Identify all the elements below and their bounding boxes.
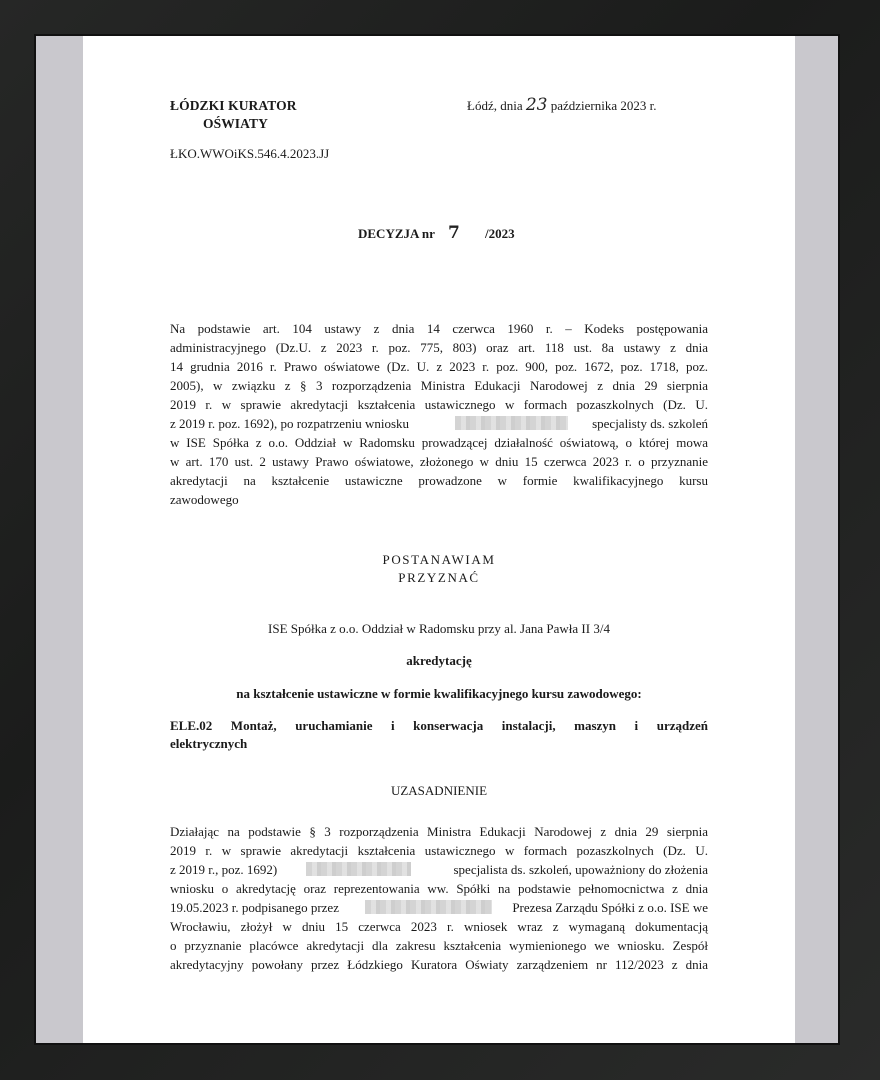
justification-line5-start: 19.05.2023 r. podpisanego przez bbox=[170, 900, 339, 915]
decision-year: /2023 bbox=[485, 226, 515, 241]
legal-basis-line: Na podstawie art. 104 ustawy z dnia 14 czerwca 1960 r. – Kodeks postępowania bbox=[170, 321, 708, 336]
justification-line-with-redaction bbox=[170, 898, 708, 917]
decision-number-handwritten: 7 bbox=[447, 223, 460, 243]
justification-line: Działając na podstawie § 3 rozporządzenia Ministra Edukacji Narodowej z dnia 29 sierpnia bbox=[170, 824, 708, 839]
qualification-line: elektrycznych bbox=[170, 736, 248, 751]
justification-line3-start: z 2019 r., poz. 1692) bbox=[170, 862, 278, 877]
legal-basis-line-with-redaction bbox=[170, 414, 708, 433]
legal-basis-line: administracyjnego (Dz.U. z 2023 r. poz. 775, 803) oraz art. 118 ust. 8a ustawy z dnia bbox=[170, 340, 708, 355]
authority-name-line1: ŁÓDZKI KURATOR bbox=[170, 98, 297, 113]
justification-line: wniosku o akredytację oraz reprezentowania ww. Spółki na podstawie pełnomocnictwa z dnia bbox=[170, 881, 708, 896]
decision-heading-line1: POSTANAWIAM bbox=[382, 552, 496, 567]
justification-line3-end: specjalista ds. szkoleń, upoważniony do złożenia bbox=[453, 862, 708, 877]
date-prefix: Łódź, dnia bbox=[467, 98, 523, 113]
legal-basis-line6-start: z 2019 r. poz. 1692), po rozpatrzeniu wniosku bbox=[170, 416, 410, 431]
legal-basis-line: zawodowego bbox=[170, 492, 239, 507]
redacted-name bbox=[306, 862, 411, 876]
legal-basis-line: 14 grudnia 2016 r. Prawo oświatowe (Dz. U. z 2023 r. poz. 900, poz. 1672, poz. 1718, poz. bbox=[170, 359, 708, 374]
justification-line5-end: Prezesa Zarządu Spółki z o.o. ISE we bbox=[512, 900, 708, 915]
accreditation-scope: na kształcenie ustawiczne w formie kwalifikacyjnego kursu zawodowego: bbox=[236, 686, 642, 701]
legal-basis-line6-end: specjalisty ds. szkoleń bbox=[592, 416, 708, 431]
qualification-line: ELE.02 Montaż, uruchamianie i konserwacja instalacji, maszyn i urządzeń bbox=[170, 718, 708, 733]
decision-title-label: DECYZJA nr bbox=[358, 226, 435, 241]
justification-line: o przyznanie placówce akredytacji dla zakresu kształcenia wymienionego we wniosku. Zespół bbox=[170, 938, 708, 953]
legal-basis-line: w ISE Spółka z o.o. Oddział w Radomsku prowadzącej działalność oświatową, o której mowa bbox=[170, 435, 708, 450]
justification-line: akredytacyjny powołany przez Łódzkiego Kuratora Oświaty zarządzeniem nr 112/2023 z dnia bbox=[170, 957, 708, 972]
legal-basis-line: w art. 170 ust. 2 ustawy Prawo oświatowe, złożonego w dniu 15 czerwca 2023 r. o przyznanie bbox=[170, 454, 708, 469]
authority-name-line2: OŚWIATY bbox=[203, 116, 268, 131]
date-day-handwritten: 23 bbox=[525, 95, 548, 115]
date-suffix: października 2023 r. bbox=[550, 98, 657, 113]
justification-line: 2019 r. w sprawie akredytacji kształcenia ustawicznego w formach pozaszkolnych (Dz. U. bbox=[170, 843, 708, 858]
justification-line: Wrocławiu, złożył w dniu 15 czerwca 2023 r. wniosek wraz z wymaganą dokumentacją bbox=[170, 919, 708, 934]
decision-heading-line2: PRZYZNAĆ bbox=[398, 570, 480, 585]
decision-title bbox=[358, 224, 515, 243]
redacted-name bbox=[455, 416, 568, 430]
justification-heading: UZASADNIENIE bbox=[390, 783, 488, 798]
justification-line-with-redaction bbox=[170, 860, 708, 879]
redacted-name bbox=[365, 900, 492, 914]
case-number: ŁKO.WWOiKS.546.4.2023.JJ bbox=[170, 146, 330, 161]
institution-name: ISE Spółka z o.o. Oddział w Radomsku przy al. Jana Pawła II 3/4 bbox=[268, 621, 610, 636]
document-date bbox=[467, 96, 657, 115]
accreditation-label: akredytację bbox=[406, 653, 472, 668]
legal-basis-line: 2019 r. w sprawie akredytacji kształcenia ustawicznego w formach pozaszkolnych (Dz. U. bbox=[170, 397, 708, 412]
legal-basis-line: akredytacji na kształcenie ustawiczne prowadzone w formie kwalifikacyjnego kursu bbox=[170, 473, 708, 488]
legal-basis-line: 2005), w związku z § 3 rozporządzenia Ministra Edukacji Narodowej z dnia 29 sierpnia bbox=[170, 378, 708, 393]
